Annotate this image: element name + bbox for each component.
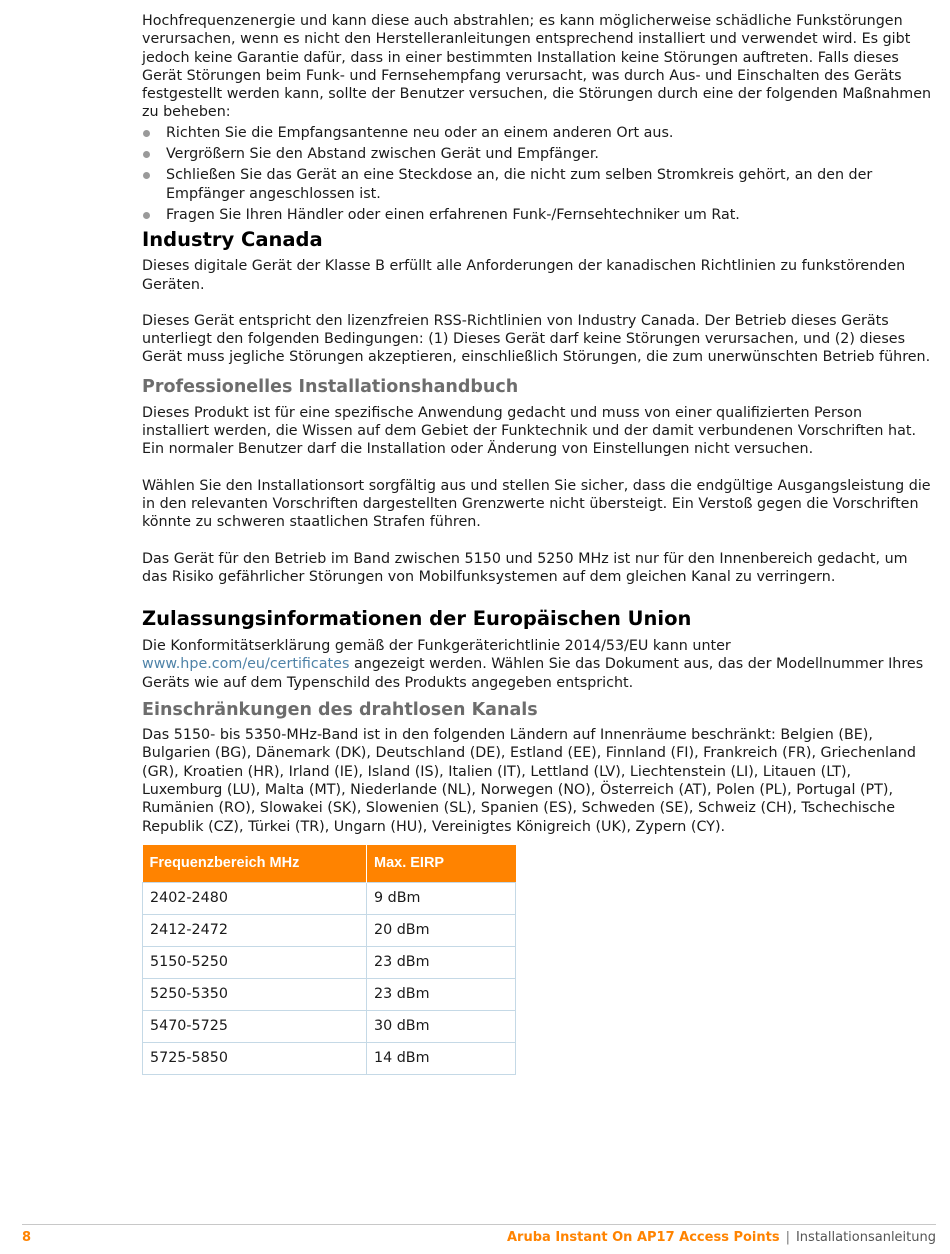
eirp-cell: 20 dBm — [367, 914, 516, 946]
eirp-cell: 23 dBm — [367, 978, 516, 1010]
frequency-cell: 5250-5350 — [143, 978, 367, 1010]
professional-p1: Dieses Produkt ist für eine spezifische Anwendung gedacht und muss von einer qualifizierten Person installiert werden, die Wissen auf dem Gebiet der Funktechnik und der damit verbundenen Vorschriften hat. Ein normaler Benutzer darf die Installation oder Änderung von Einstellungen nicht versuchen. — [142, 404, 916, 458]
certificates-link[interactable]: www.hpe.com/eu/certificates — [142, 656, 350, 673]
eirp-cell: 23 dBm — [367, 946, 516, 978]
list-item — [142, 145, 932, 163]
column-header-eirp: Max. EIRP — [367, 845, 516, 883]
list-item-text: Fragen Sie Ihren Händler oder einen erfahrenen Funk-/Fernsehtechniker um Rat. — [166, 206, 740, 223]
table-row — [143, 946, 516, 978]
professional-heading: Professionelles Installationshandbuch — [142, 376, 519, 397]
restrictions-heading: Einschränkungen des drahtlosen Kanals — [142, 700, 538, 721]
footer-divider — [22, 1224, 936, 1225]
table-row — [143, 882, 516, 914]
frequency-cell: 2412-2472 — [143, 914, 367, 946]
bullet-icon — [143, 130, 150, 137]
document-type: Installationsanleitung — [795, 1230, 936, 1245]
industry-canada-p1: Dieses digitale Gerät der Klasse B erfüllt alle Anforderungen der kanadischen Richtlinien zu funkstörenden Geräten. — [142, 258, 906, 293]
list-item — [142, 206, 932, 224]
eirp-cell: 14 dBm — [367, 1042, 516, 1074]
list-item-text: Schließen Sie das Gerät an eine Steckdose an, die nicht zum selben Stromkreis gehört, an den der Empfänger angeschlossen ist. — [166, 167, 873, 202]
list-item-text: Richten Sie die Empfangsantenne neu oder an einem anderen Ort aus. — [166, 124, 674, 141]
list-item — [142, 124, 932, 142]
professional-p3: Das Gerät für den Betrieb im Band zwischen 5150 und 5250 MHz ist nur für den Innenbereich gedacht, um das Risiko gefährlicher Störungen von Mobilfunksystemen auf dem gleichen Kanal zu verringern. — [142, 550, 908, 585]
bullet-icon — [143, 212, 150, 219]
eu-heading: Zulassungsinformationen der Europäischen Union — [142, 607, 692, 631]
column-header-frequency: Frequenzbereich MHz — [143, 845, 367, 883]
product-name: Aruba Instant On AP17 Access Points — [506, 1230, 780, 1245]
industry-canada-heading: Industry Canada — [142, 228, 323, 252]
remedy-list — [142, 124, 932, 224]
table-row — [143, 1042, 516, 1074]
eu-paragraph — [142, 637, 932, 692]
eirp-cell: 30 dBm — [367, 1010, 516, 1042]
table-header-row — [143, 845, 516, 883]
table-row — [143, 914, 516, 946]
intro-paragraph: Hochfrequenzenergie und kann diese auch abstrahlen; es kann möglicherweise schädliche Funkstörungen verursachen, wenn es nicht den Herstelleranleitungen entsprechend installiert und verwendet wird. Es gibt jedoch keine Garantie dafür, dass in einer bestimmten Installation keine Störungen auftreten. Falls dieses Gerät Störungen beim Funk- und Fernsehempfang verursacht, was durch Aus- und Einschalten des Geräts festgestellt werden kann, sollte der Benutzer versuchen, die Störungen durch eine der folgenden Maßnahmen zu beheben: — [142, 13, 932, 121]
restrictions-paragraph: Das 5150- bis 5350-MHz-Band ist in den folgenden Ländern auf Innenräume beschränkt: Belgien (BE), Bulgarien (BG), Dänemark (DK), Deutschland (DE), Estland (EE), Finnland (FI), Frankreich (FR), Griechenland (GR), Kroatien (HR), Irland (IE), Island (IS), Italien (IT), Lettland (LV), Liechtenstein (LI), Litauen (LT), Luxemburg (LU), Malta (MT), Niederlande (NL), Norwegen (NO), Österreich (AT), Polen (PL), Portugal (PT), Rumänien (RO), Slowakei (SK), Slowenien (SL), Spanien (ES), Schweden (SE), Schweiz (CH), Tschechische Republik (CZ), Türkei (TR), Ungarn (HU), Vereinigtes Königreich (UK), Zypern (CY). — [142, 727, 916, 835]
frequency-cell: 5470-5725 — [143, 1010, 367, 1042]
industry-canada-p2: Dieses Gerät entspricht den lizenzfreien RSS-Richtlinien von Industry Canada. Der Betrieb dieses Geräts unterliegt den folgenden Bedingungen: (1) Dieses Gerät darf keine Störungen verursachen, und (2) dieses Gerät muss jegliche Störungen akzeptieren, einschließlich Störungen, die zum unerwünschten Betrieb führen. — [142, 312, 931, 366]
table-row — [143, 978, 516, 1010]
frequency-cell: 5150-5250 — [143, 946, 367, 978]
bullet-icon — [143, 151, 150, 158]
bullet-icon — [143, 172, 150, 179]
list-item — [142, 166, 932, 203]
table-row — [143, 1010, 516, 1042]
frequency-cell: 5725-5850 — [143, 1042, 367, 1074]
frequency-cell: 2402-2480 — [143, 882, 367, 914]
page-number: 8 — [22, 1230, 32, 1245]
footer-separator: | — [785, 1230, 790, 1245]
professional-p2: Wählen Sie den Installationsort sorgfältig aus und stellen Sie sicher, dass die endgültige Ausgangsleistung die in den relevanten Vorschriften dargestellten Grenzwerte nicht übersteigt. Ein Verstoß gegen die Vorschriften könnte zu schweren staatlichen Strafen führen. — [142, 477, 931, 531]
footer-title — [507, 1230, 936, 1245]
page-footer — [22, 1230, 936, 1248]
eirp-cell: 9 dBm — [367, 882, 516, 914]
page-content — [142, 12, 932, 1075]
list-item-text: Vergrößern Sie den Abstand zwischen Gerät und Empfänger. — [166, 146, 599, 163]
eu-text-before: Die Konformitätserklärung gemäß der Funkgeräterichtlinie 2014/53/EU kann unter — [142, 638, 731, 655]
eirp-table — [142, 845, 516, 1075]
eu-text-after: angezeigt werden. Wählen Sie das Dokument aus, das der Modellnummer Ihres Geräts wie auf dem Typenschild des Produkts angegeben entspricht. — [142, 656, 924, 691]
